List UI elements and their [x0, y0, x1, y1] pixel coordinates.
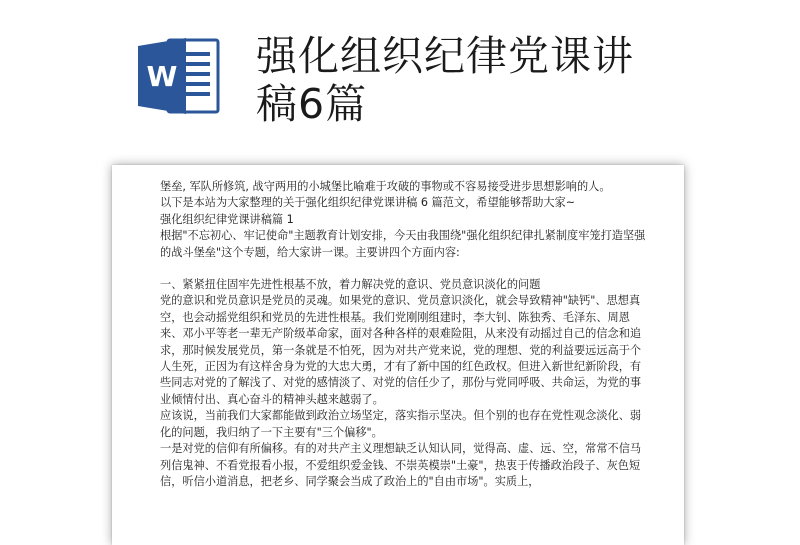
header — [0, 0, 800, 150]
paragraph: 一是对党的信仰有所偏移。有的对共产主义理想缺乏认知认同，觉得高、虚、远、空，常常不信马列信鬼神、不看党报看小报，不爱组织爱金钱、不崇英模崇"土豪"，热衷于传播政治段子、灰色短信，听信小道消息，把老乡、同学聚会当成了政治上的"自由市场"。实质上， — [160, 442, 642, 488]
document-page — [112, 165, 684, 545]
document-body — [160, 179, 646, 490]
page-title: 强化组织纪律党课讲 稿6篇 — [256, 32, 634, 128]
section-title: 强化组织纪律党课讲稿篇 1 — [160, 212, 294, 226]
paragraph: 党的意识和党员意识是党员的灵魂。如果党的意识、党员意识淡化，就会导致精神"缺钙"、思想真空，也会动摇党组织和党员的先进性根基。我们党刚刚组建时，李大钊、陈独秀、毛泽东、周恩来、邓小平等老一辈无产阶级革命家，面对各种各样的艰难险阻，从来没有动摇过自己的信念和追求，那时候发展党员，第一条就是不怕死，因为对共产党来说，党的理想、党的利益要远远高于个人生死，正因为有这样舍身为党的大忠大勇，才有了新中国的红色政权。但进入新世纪新阶段，有些同志对党的了解浅了、对党的感情淡了、对党的信任少了，那份与党同呼吸、共命运，为党的事业倾情付出、真心奋斗的精神头越来越弱了。 — [160, 294, 642, 406]
paragraph: 应该说，当前我们大家都能做到政治立场坚定，落实指示坚决。但个别的也存在党性观念淡化、弱化的问题，我归纳了一下主要有"三个偏移"。 — [160, 409, 642, 439]
paragraph: 根据"不忘初心、牢记使命"主题教育计划安排，今天由我围绕"强化组织纪律扎紧制度牢笼打造坚强的战斗堡垒"这个专题，给大家讲一课。主要讲四个方面内容: — [160, 229, 646, 259]
svg-text:W: W — [146, 60, 178, 93]
blank-line — [160, 261, 646, 277]
paragraph: 堡垒, 军队所修筑, 战守两用的小城堡比喻难于攻破的事物或不容易接受进步思想影响的人。 — [160, 180, 611, 193]
word-document-icon — [138, 34, 220, 118]
paragraph: 以下是本站为大家整理的关于强化组织纪律党课讲稿 6 篇范文，希望能够帮助大家~ — [160, 196, 576, 210]
section-heading: 一、紧紧扭住固牢先进性根基不放，着力解决党的意识、党员意识淡化的问题 — [160, 278, 541, 292]
